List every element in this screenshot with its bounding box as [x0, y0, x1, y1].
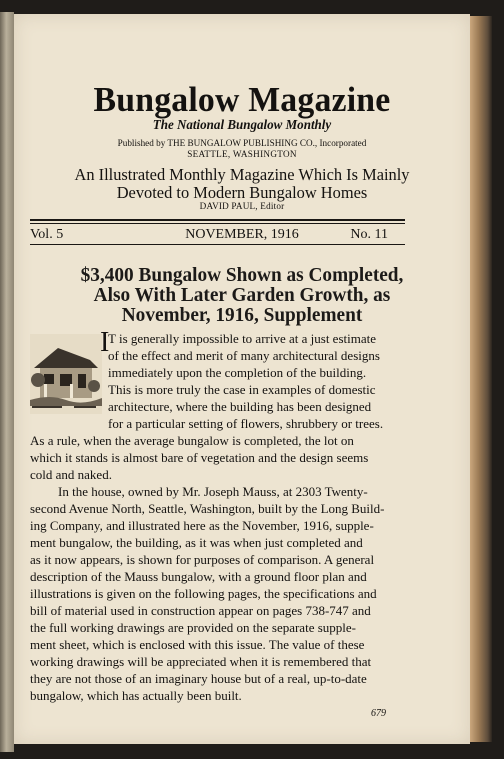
- page-number: 679: [371, 708, 386, 719]
- body-text-line: This is more truly the case in examples of domestic: [108, 382, 376, 397]
- header-rule: [30, 223, 405, 224]
- body-text-line: they are not those of an imaginary house but of a real, up-to-date: [30, 671, 367, 686]
- volume-label: Vol. 5: [30, 227, 64, 242]
- body-text-line: architecture, where the building has been designed: [108, 399, 372, 414]
- body-text-line: In the house, owned by Mr. Joseph Mauss, at 2303 Twenty-: [58, 484, 368, 499]
- body-text-line: immediately upon the completion of the building.: [108, 365, 367, 380]
- body-text-line: ing Company, and illustrated here as the November, 1916, supple-: [30, 518, 374, 533]
- body-text-line: cold and naked.: [30, 467, 112, 482]
- editor-credit: DAVID PAUL, Editor: [199, 202, 285, 212]
- body-text-line: second Avenue North, Seattle, Washington, built by the Long Build-: [30, 501, 385, 516]
- article-headline: $3,400 Bungalow Shown as Completed,: [80, 264, 404, 286]
- body-text-line: As a rule, when the average bungalow is completed, the lot on: [30, 433, 354, 448]
- body-text-line: working drawings will be appreciated when it is remembered that: [30, 654, 372, 669]
- magazine-page: [14, 14, 470, 744]
- tagline: The National Bungalow Monthly: [152, 117, 332, 132]
- description-line: An Illustrated Monthly Magazine Which Is Mainly: [74, 165, 410, 184]
- body-text-line: T is generally impossible to arrive at a just estimate: [108, 331, 376, 346]
- body-text-line: illustrations is given on the following pages, the specifications and: [30, 586, 377, 601]
- description-line: Devoted to Modern Bungalow Homes: [116, 183, 368, 202]
- publisher-line: Published by THE BUNGALOW PUBLISHING CO., Incorporated: [117, 139, 367, 149]
- body-text-line: description of the Mauss bungalow, with a ground floor plan and: [30, 569, 367, 584]
- drop-cap: I: [100, 327, 110, 358]
- bungalow-illustration: [30, 334, 102, 414]
- article-headline: November, 1916, Supplement: [121, 304, 363, 326]
- publisher-location: SEATTLE, WASHINGTON: [187, 150, 297, 160]
- body-text-line: ment sheet, which is enclosed with this issue. The value of these: [30, 637, 365, 652]
- body-text-line: the full working drawings are provided on the separate supple-: [30, 620, 356, 635]
- issue-number: No. 11: [350, 227, 388, 242]
- issue-date: NOVEMBER, 1916: [185, 227, 299, 242]
- page-edge: [470, 16, 492, 742]
- header-rule: [30, 219, 405, 221]
- issue-rule: [30, 244, 405, 245]
- article-headline: Also With Later Garden Growth, as: [93, 284, 391, 306]
- body-text-line: bungalow, which has actually been built.: [30, 688, 242, 703]
- body-text-line: as it now appears, is shown for purposes of comparison. A general: [30, 552, 375, 567]
- body-text-line: ment bungalow, the building, as it was when just completed and: [30, 535, 363, 550]
- masthead-title: Bungalow Magazine: [93, 80, 391, 119]
- book-spine: [0, 12, 14, 752]
- body-text-line: bill of material used in construction appear on pages 738-747 and: [30, 603, 371, 618]
- body-text-line: of the effect and merit of many architectural designs: [108, 348, 380, 363]
- body-text-line: for a particular setting of flowers, shrubbery or trees.: [108, 416, 384, 431]
- body-text-line: which it stands is almost bare of vegetation and the design seems: [30, 450, 369, 465]
